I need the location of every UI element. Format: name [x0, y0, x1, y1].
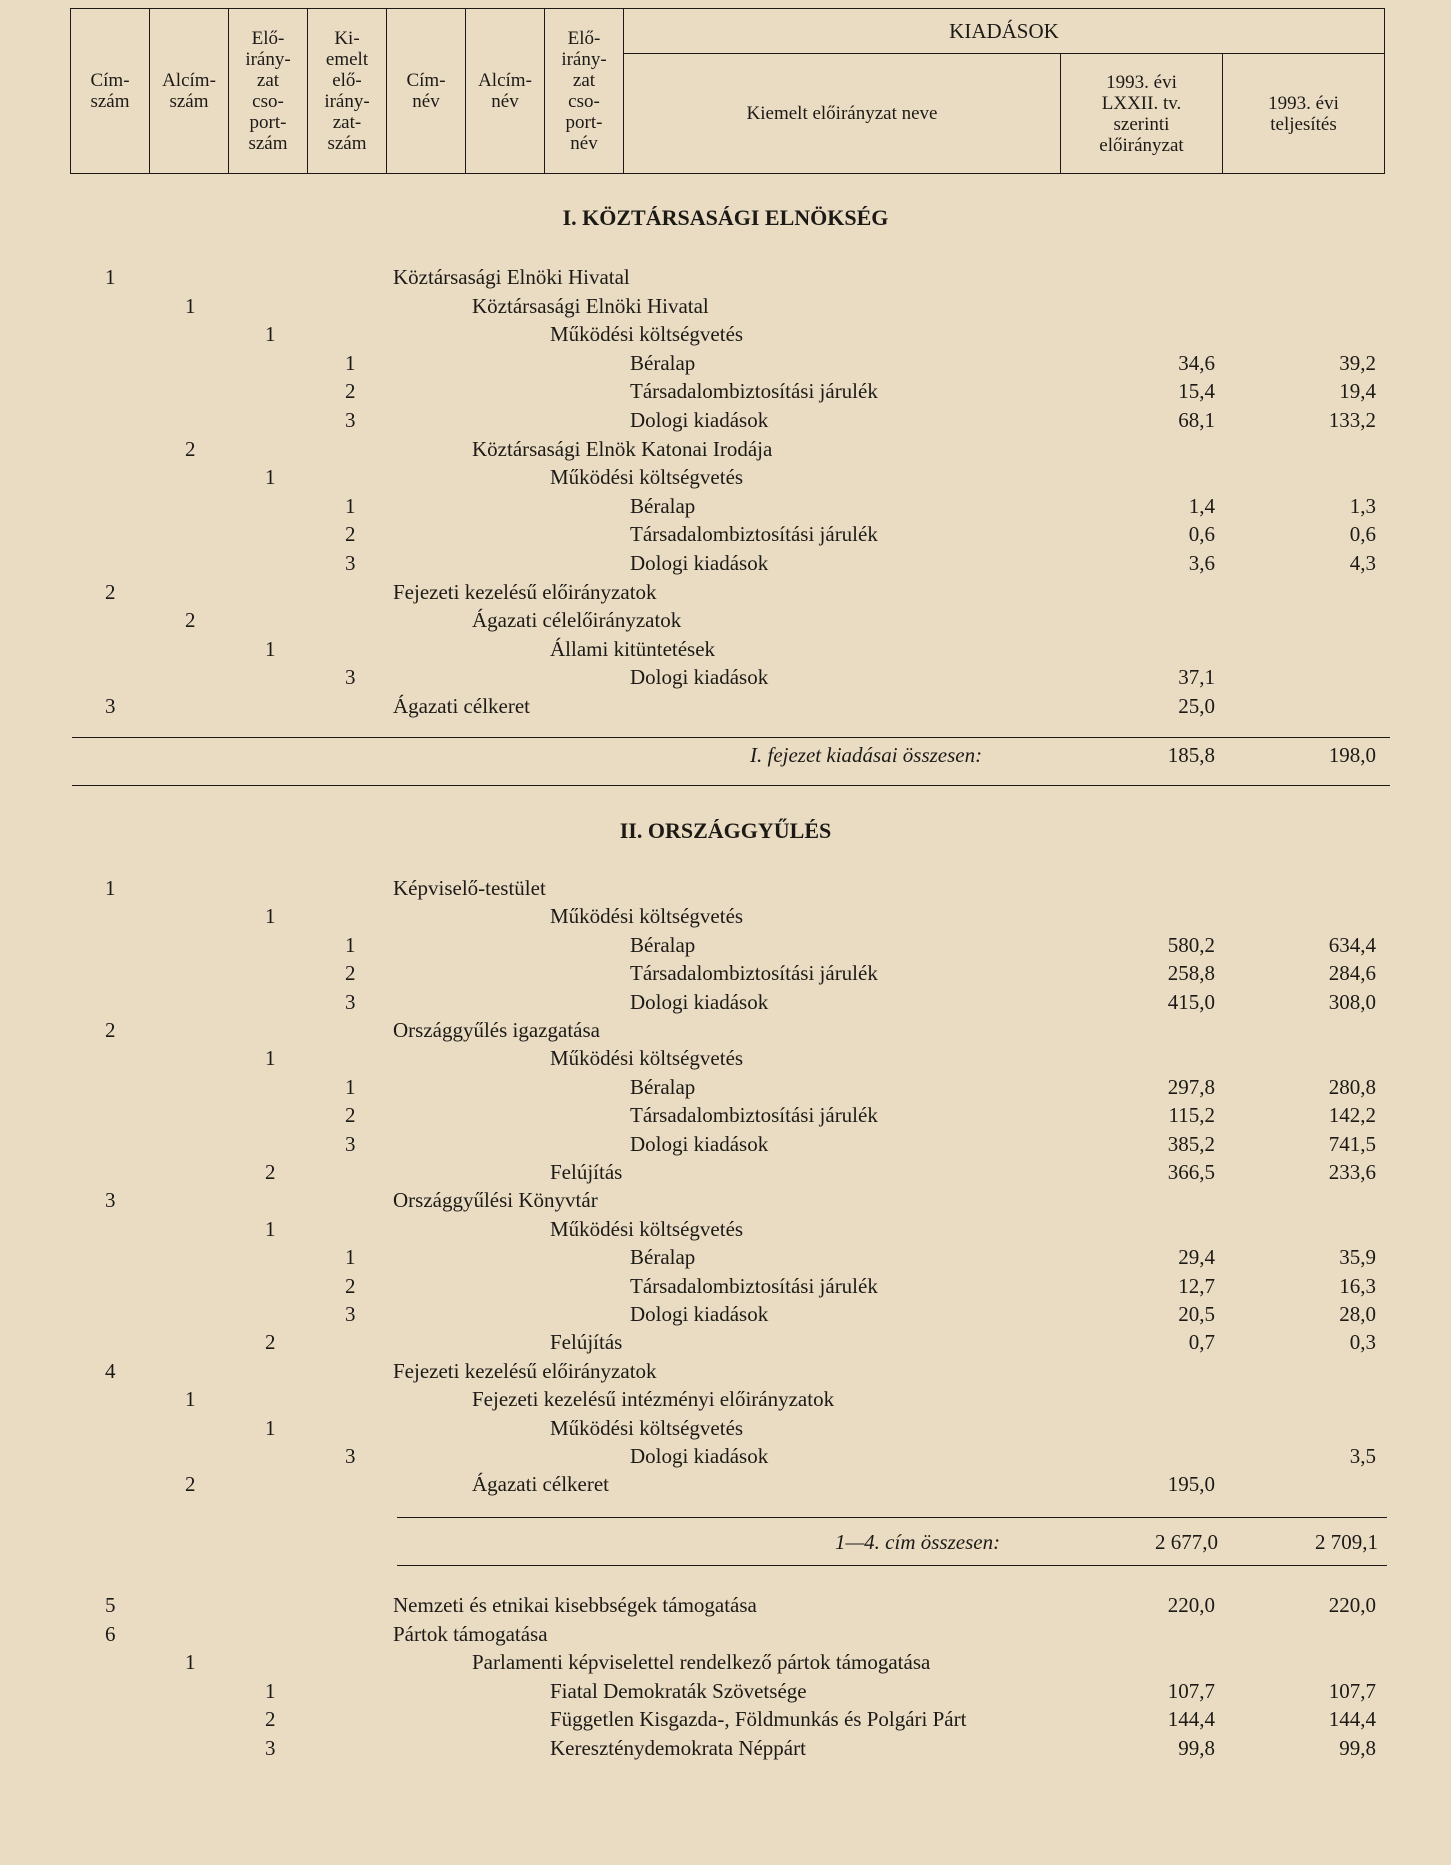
row-label: Kereszténydemokrata Néppárt [550, 1736, 806, 1760]
total-label: I. fejezet kiadásai összesen: [750, 743, 983, 767]
value-1993-tv: 258,8 [1167, 961, 1215, 986]
table-row [0, 349, 1451, 377]
table-row [0, 1300, 1451, 1328]
header-alcim-nev: Alcím- név [466, 9, 545, 173]
header-eloiranyzat-csoport-nev: Elő- irány- zat cso- port- név [545, 9, 624, 173]
value-1993-teljesites: 308,0 [1328, 989, 1376, 1014]
value-1993-tv: 34,6 [1178, 350, 1215, 375]
row-label: Dologi kiadások [630, 408, 769, 432]
header-cim-szam: Cím- szám [71, 9, 150, 173]
table-row [0, 959, 1451, 987]
value-1993-teljesites: 220,0 [1328, 1593, 1376, 1617]
rule [72, 737, 1390, 738]
value-1993-tv: 366,5 [1167, 1160, 1215, 1184]
header-alcim-szam: Alcím- szám [150, 9, 229, 173]
table-row [0, 492, 1451, 520]
row-label: Köztársasági Elnöki Hivatal [472, 293, 709, 318]
value-1993-teljesites: 1,3 [1349, 493, 1376, 518]
value-1993-teljesites: 39,2 [1339, 350, 1376, 375]
table-row [0, 1243, 1451, 1271]
value-1993-teljesites: 0,6 [1349, 522, 1376, 547]
table-row [0, 377, 1451, 405]
section-1-total [0, 741, 1451, 769]
row-label: Működési költségvetés [550, 322, 744, 347]
table-row [0, 988, 1451, 1016]
row-label: Ágazati célkeret [393, 694, 530, 718]
row-number: 1 [185, 1650, 196, 1675]
value-1993-teljesites: 233,6 [1328, 1160, 1376, 1184]
table-row [0, 1016, 1451, 1044]
row-number: 2 [345, 1103, 356, 1128]
row-label: Működési költségvetés [550, 1046, 744, 1071]
subtotal-label: 1—4. cím összesen: [835, 1530, 1001, 1554]
row-label: Felújítás [550, 1330, 623, 1355]
value-1993-tv: 3,6 [1188, 551, 1215, 575]
row-label: Társadalombiztosítási járulék [630, 522, 878, 547]
row-label: Országgyűlés igazgatása [393, 1018, 600, 1042]
value-1993-tv: 297,8 [1167, 1074, 1215, 1099]
header-kiemelt-eloiranyzat-neve: Kiemelt előirányzat neve [624, 54, 1061, 173]
table-row [0, 520, 1451, 548]
table-row [0, 1620, 1451, 1648]
rule [397, 1517, 1387, 1518]
row-number: 2 [265, 1160, 276, 1184]
row-number: 1 [265, 1046, 276, 1071]
row-label: Béralap [630, 1245, 696, 1270]
value-1993-teljesites: 144,4 [1328, 1707, 1376, 1732]
row-label: Dologi kiadások [630, 551, 769, 575]
row-number: 2 [105, 1018, 116, 1042]
header-eloiranyzat-csoport-szam: Elő- irány- zat cso- port- szám [229, 9, 308, 173]
table-row [0, 1357, 1451, 1385]
table-row [0, 1734, 1451, 1762]
value-1993-tv: 29,4 [1178, 1245, 1215, 1270]
value-1993-teljesites: 16,3 [1339, 1273, 1376, 1298]
row-number: 1 [345, 1245, 356, 1270]
value-1993-teljesites: 741,5 [1328, 1131, 1376, 1156]
row-number: 1 [265, 322, 276, 347]
row-number: 1 [265, 1415, 276, 1440]
header-kiadasok: KIADÁSOK [624, 9, 1384, 54]
value-1993-teljesites: 4,3 [1349, 551, 1376, 575]
value-1993-tv: 220,0 [1167, 1593, 1215, 1617]
table-row [0, 1101, 1451, 1129]
value-1993-teljesites: 28,0 [1339, 1302, 1376, 1326]
table-row [0, 292, 1451, 320]
row-label: Képviselő-testület [393, 876, 546, 900]
value-1993-tv: 12,7 [1178, 1273, 1215, 1298]
value-1993-teljesites: 142,2 [1328, 1103, 1376, 1128]
row-number: 1 [345, 493, 356, 518]
row-number: 1 [265, 1216, 276, 1241]
section-2-subtotal [0, 1528, 1451, 1556]
value-1993-tv: 37,1 [1178, 665, 1215, 690]
row-label: Béralap [630, 1074, 696, 1099]
header-table [70, 8, 1385, 174]
subtotal-value-1993-teljesites: 2 709,1 [1315, 1530, 1378, 1554]
table-row [0, 435, 1451, 463]
value-1993-tv: 415,0 [1167, 989, 1215, 1014]
table-row [0, 320, 1451, 348]
value-1993-teljesites: 19,4 [1339, 379, 1376, 404]
row-number: 2 [345, 522, 356, 547]
row-number: 2 [185, 1472, 196, 1497]
table-row [0, 1648, 1451, 1676]
value-1993-tv: 580,2 [1167, 932, 1215, 957]
row-label: Állami kitüntetések [550, 636, 716, 661]
value-1993-tv: 385,2 [1167, 1131, 1215, 1156]
table-row [0, 1414, 1451, 1442]
table-row [0, 1328, 1451, 1356]
section-title: II. ORSZÁGGYŰLÉS [619, 818, 832, 843]
table-row [0, 1470, 1451, 1498]
row-number: 1 [265, 465, 276, 490]
value-1993-tv: 107,7 [1167, 1678, 1215, 1703]
value-1993-teljesites: 133,2 [1328, 408, 1376, 432]
row-label: Működési költségvetés [550, 1415, 744, 1440]
value-1993-tv: 25,0 [1178, 694, 1215, 718]
table-row [0, 1272, 1451, 1300]
row-label: Béralap [630, 932, 696, 957]
table-row [0, 931, 1451, 959]
table-row [0, 549, 1451, 577]
row-number: 1 [265, 904, 276, 929]
row-label: Ágazati célelőirányzatok [472, 608, 682, 633]
value-1993-tv: 115,2 [1168, 1103, 1215, 1128]
value-1993-teljesites: 99,8 [1339, 1736, 1376, 1760]
total-value-1993-tv: 185,8 [1167, 743, 1215, 767]
value-1993-teljesites: 634,4 [1328, 932, 1376, 957]
subtotal-value-1993-tv: 2 677,0 [1155, 1530, 1218, 1554]
row-number: 3 [345, 665, 356, 690]
row-number: 2 [185, 608, 196, 633]
row-number: 2 [105, 579, 116, 604]
row-label: Működési költségvetés [550, 904, 744, 929]
row-number: 3 [345, 408, 356, 432]
row-number: 1 [105, 265, 116, 289]
value-1993-teljesites: 107,7 [1328, 1678, 1376, 1703]
row-number: 3 [105, 694, 116, 718]
row-label: Felújítás [550, 1160, 623, 1184]
value-1993-teljesites: 0,3 [1349, 1330, 1376, 1355]
value-1993-tv: 144,4 [1167, 1707, 1215, 1732]
table-row [0, 1705, 1451, 1733]
row-label: Dologi kiadások [630, 1444, 769, 1468]
value-1993-tv: 20,5 [1178, 1302, 1215, 1326]
value-1993-tv: 0,6 [1188, 522, 1215, 547]
total-value-1993-teljesites: 198,0 [1328, 743, 1376, 767]
row-label: Dologi kiadások [630, 1131, 769, 1156]
row-label: Társadalombiztosítási járulék [630, 379, 878, 404]
value-1993-tv: 15,4 [1178, 379, 1215, 404]
row-label: Társadalombiztosítási járulék [630, 1273, 878, 1298]
row-number: 3 [345, 1444, 356, 1468]
row-label: Ágazati célkeret [472, 1472, 609, 1497]
value-1993-teljesites: 3,5 [1349, 1444, 1376, 1468]
value-1993-tv: 0,7 [1188, 1330, 1215, 1355]
row-label: Pártok támogatása [393, 1621, 548, 1646]
row-label: Köztársasági Elnöki Hivatal [393, 265, 630, 289]
table-row [0, 1130, 1451, 1158]
row-label: Fejezeti kezelésű intézményi előirányzatok [472, 1387, 835, 1412]
table-row [0, 1073, 1451, 1101]
row-label: Dologi kiadások [630, 1302, 769, 1326]
row-label: Független Kisgazda-, Földmunkás és Polgári Párt [550, 1707, 967, 1732]
table-row [0, 606, 1451, 634]
row-number: 1 [185, 293, 196, 318]
row-number: 2 [265, 1707, 276, 1732]
table-row [0, 1186, 1451, 1214]
row-label: Társadalombiztosítási járulék [630, 1103, 878, 1128]
row-number: 1 [105, 876, 116, 900]
row-label: Béralap [630, 493, 696, 518]
table-row [0, 1591, 1451, 1619]
header-1993-tv: 1993. évi LXXII. tv. szerinti előirányzat [1061, 54, 1223, 173]
row-label: Működési költségvetés [550, 1216, 744, 1241]
table-row [0, 1215, 1451, 1243]
row-label: Működési költségvetés [550, 465, 744, 490]
row-number: 4 [105, 1358, 116, 1383]
table-row [0, 1158, 1451, 1186]
row-label: Társadalombiztosítási járulék [630, 961, 878, 986]
row-number: 1 [265, 636, 276, 661]
row-number: 3 [265, 1736, 276, 1760]
table-row [0, 874, 1451, 902]
row-label: Országgyűlési Könyvtár [393, 1188, 598, 1213]
value-1993-teljesites: 280,8 [1328, 1074, 1376, 1099]
table-row [0, 902, 1451, 930]
table-row [0, 1677, 1451, 1705]
row-number: 2 [345, 1273, 356, 1298]
value-1993-tv: 99,8 [1178, 1736, 1215, 1760]
row-number: 3 [345, 989, 356, 1014]
table-row [0, 1044, 1451, 1072]
row-label: Fejezeti kezelésű előirányzatok [393, 579, 657, 604]
row-label: Köztársasági Elnök Katonai Irodája [472, 436, 773, 461]
row-label: Fiatal Demokraták Szövetsége [550, 1678, 807, 1703]
table-row [0, 1442, 1451, 1470]
value-1993-tv: 1,4 [1188, 493, 1215, 518]
row-number: 3 [345, 551, 356, 575]
table-row [0, 663, 1451, 691]
row-number: 2 [185, 436, 196, 461]
rule [397, 1565, 1387, 1566]
header-kiemelt-eloiranyzat-szam: Ki- emelt elő- irány- zat- szám [308, 9, 387, 173]
row-number: 1 [345, 1074, 356, 1099]
row-number: 1 [345, 932, 356, 957]
value-1993-tv: 195,0 [1167, 1472, 1215, 1497]
table-row [0, 463, 1451, 491]
table-row [0, 692, 1451, 720]
row-label: Parlamenti képviselettel rendelkező pártok támogatása [472, 1650, 931, 1675]
row-number: 2 [345, 961, 356, 986]
row-number: 1 [265, 1678, 276, 1703]
value-1993-tv: 68,1 [1178, 408, 1215, 432]
row-label: Dologi kiadások [630, 665, 769, 690]
rule [72, 785, 1390, 786]
row-number: 2 [345, 379, 356, 404]
row-number: 1 [185, 1387, 196, 1412]
row-number: 3 [345, 1131, 356, 1156]
row-number: 2 [265, 1330, 276, 1355]
row-number: 6 [105, 1621, 116, 1646]
row-number: 5 [105, 1593, 116, 1617]
section-title: I. KÖZTÁRSASÁGI ELNÖKSÉG [562, 205, 889, 230]
value-1993-teljesites: 284,6 [1328, 961, 1376, 986]
table-row [0, 263, 1451, 291]
row-number: 3 [345, 1302, 356, 1326]
row-number: 3 [105, 1188, 116, 1213]
table-row [0, 578, 1451, 606]
value-1993-teljesites: 35,9 [1339, 1245, 1376, 1270]
header-cim-nev: Cím- név [387, 9, 466, 173]
table-row [0, 1385, 1451, 1413]
row-number: 1 [345, 350, 356, 375]
row-label: Fejezeti kezelésű előirányzatok [393, 1358, 657, 1383]
table-row [0, 635, 1451, 663]
row-label: Nemzeti és etnikai kisebbségek támogatása [393, 1593, 757, 1617]
table-row [0, 406, 1451, 434]
header-1993-teljesites: 1993. évi teljesítés [1268, 92, 1339, 135]
row-label: Dologi kiadások [630, 989, 769, 1014]
row-label: Béralap [630, 350, 696, 375]
